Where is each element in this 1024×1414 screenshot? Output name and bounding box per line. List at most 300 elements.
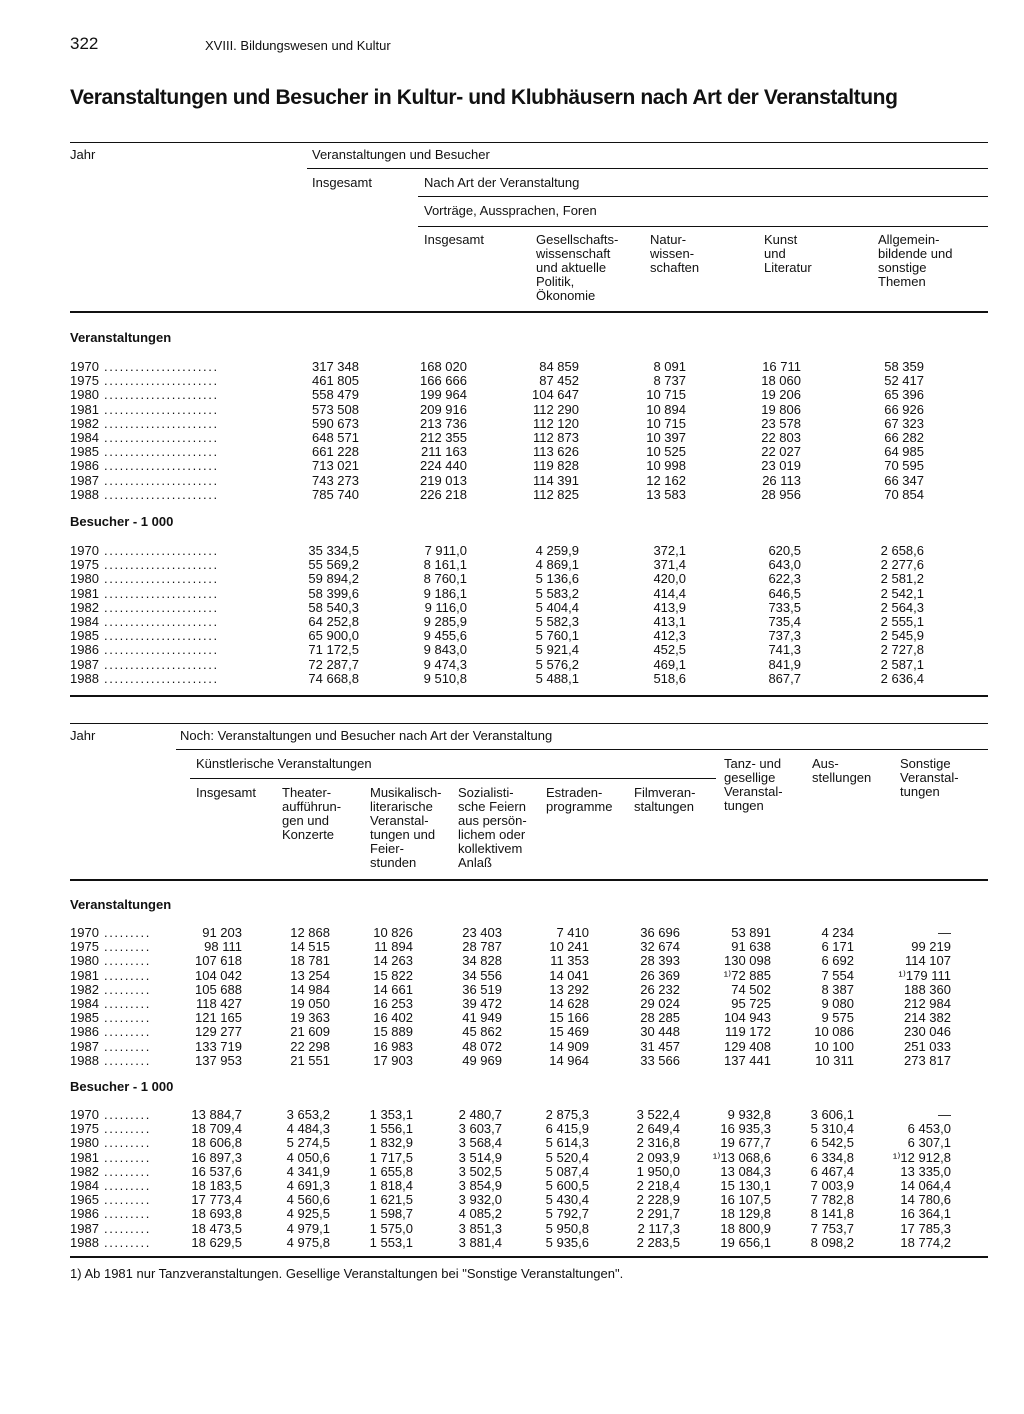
value-cell: 13 884,7: [191, 1107, 242, 1122]
value-cell: 129 408: [724, 1038, 771, 1054]
leader-dots: ......................: [104, 571, 219, 587]
value-cell: 29 024: [640, 996, 680, 1011]
table-row: [0, 1054, 1024, 1068]
table-row: [0, 587, 1024, 601]
value-cell: 6 334,8: [810, 1149, 854, 1165]
value-cell: 661 228: [312, 444, 359, 460]
value-cell: 58 540,3: [308, 599, 359, 615]
value-cell: 28 393: [640, 953, 680, 969]
value-cell: 8 387: [821, 981, 854, 997]
year-cell: 1970: [70, 925, 99, 940]
t1-head-bottom-rule: [70, 311, 988, 313]
value-cell: 737,3: [768, 628, 801, 644]
t1-head-rule: [307, 168, 988, 169]
year-cell: 1975: [70, 373, 99, 389]
table-row: [0, 615, 1024, 629]
value-cell: 112 290: [532, 401, 579, 417]
t1-head-group: Veranstaltungen und Besucher: [312, 147, 490, 162]
t2-head-col-film: Filmveran- staltungen: [634, 785, 696, 814]
value-cell: 5 600,5: [545, 1178, 589, 1193]
year-cell: 1988: [70, 486, 99, 502]
value-cell: 166 666: [420, 373, 467, 389]
value-cell: 3 881,4: [458, 1234, 502, 1250]
value-cell: 5 430,4: [545, 1192, 589, 1208]
value-cell: 643,0: [768, 557, 801, 573]
leader-dots: ......................: [104, 444, 219, 460]
leader-dots: .........: [104, 1135, 151, 1151]
value-cell: 34 828: [462, 953, 502, 969]
leader-dots: ......................: [104, 585, 219, 601]
value-cell: 36 519: [462, 981, 502, 997]
value-cell: 13 292: [549, 981, 589, 997]
t2-head-jahr: Jahr: [70, 728, 96, 743]
value-cell: 18 473,5: [191, 1220, 242, 1236]
t1-head-nach-art: Nach Art der Veranstaltung: [424, 175, 580, 190]
value-cell: 7 911,0: [424, 543, 467, 558]
value-cell: 23 578: [761, 415, 801, 431]
value-cell: 98 111: [204, 939, 242, 955]
value-cell: 2 542,1: [880, 585, 924, 601]
table-row: [0, 1193, 1024, 1207]
value-cell: 573 508: [312, 401, 359, 417]
leader-dots: ......................: [104, 458, 219, 474]
value-cell: 743 273: [312, 472, 359, 488]
value-cell: 16 537,6: [191, 1163, 242, 1179]
table-row: [0, 374, 1024, 388]
t1-bottom-rule: [70, 695, 988, 697]
value-cell: 3 932,0: [458, 1192, 502, 1208]
value-cell: 2 649,4: [636, 1121, 680, 1137]
year-cell: 1987: [70, 1220, 99, 1236]
value-cell: 9 510,8: [423, 670, 467, 686]
t1-head-col-insgesamt: Insgesamt: [424, 232, 484, 247]
year-cell: 1984: [70, 430, 99, 445]
value-cell: 3 854,9: [458, 1178, 502, 1193]
table-row: [0, 643, 1024, 657]
value-cell: 3 606,1: [810, 1107, 854, 1122]
value-cell: 112 873: [532, 430, 579, 445]
value-cell: 5 614,3: [545, 1135, 589, 1151]
value-cell: 9 080: [821, 996, 854, 1011]
table-2-top-rule: [70, 723, 988, 724]
value-cell: 18 774,2: [900, 1234, 951, 1250]
leader-dots: ......................: [104, 614, 219, 629]
value-cell: 3 851,3: [458, 1220, 502, 1236]
leader-dots: .........: [104, 1052, 151, 1068]
leader-dots: ......................: [104, 373, 219, 389]
value-cell: 741,3: [768, 642, 801, 658]
value-cell: 22 803: [761, 430, 801, 445]
value-cell: 119 828: [532, 458, 579, 474]
footnote: 1) Ab 1981 nur Tanzveranstaltungen. Gesellige Veranstaltungen bei "Sonstige Veranstaltungen".: [70, 1266, 624, 1281]
value-cell: 273 817: [904, 1052, 951, 1068]
value-cell: 713 021: [312, 458, 359, 474]
value-cell: 2 093,9: [636, 1149, 680, 1165]
year-cell: 1980: [70, 571, 99, 587]
leader-dots: ......................: [104, 628, 219, 644]
value-cell: 2 875,3: [545, 1107, 589, 1122]
value-cell: 65 900,0: [308, 628, 359, 644]
value-cell: 1 832,9: [369, 1135, 413, 1151]
value-cell: 5 921,4: [535, 642, 579, 658]
value-cell: 10 100: [814, 1038, 854, 1054]
t2-head-col-estraden: Estraden- programme: [546, 785, 613, 814]
value-cell: 4 691,3: [286, 1178, 330, 1193]
value-cell: 841,9: [768, 656, 801, 672]
value-cell: 87 452: [539, 373, 579, 389]
value-cell: 14 064,4: [900, 1178, 951, 1193]
value-cell: 2 564,3: [880, 599, 924, 615]
value-cell: 45 862: [462, 1024, 502, 1040]
table-row: [0, 926, 1024, 940]
value-cell: 7 003,9: [810, 1178, 854, 1193]
page-number: 322: [70, 34, 99, 53]
value-cell: 21 551: [290, 1052, 330, 1068]
year-cell: 1987: [70, 472, 99, 488]
value-cell: 1 553,1: [369, 1234, 413, 1250]
value-cell: 2 283,5: [636, 1234, 680, 1250]
value-cell: 212 355: [420, 430, 467, 445]
value-cell: 91 638: [731, 939, 771, 955]
value-cell: 55 569,2: [308, 557, 359, 573]
table-row: [0, 1165, 1024, 1179]
table-row: [0, 558, 1024, 572]
value-cell: 99 219: [911, 939, 951, 955]
value-cell: 2 316,8: [636, 1135, 680, 1151]
leader-dots: ......................: [104, 387, 219, 403]
value-cell: 35 334,5: [308, 543, 359, 558]
leader-dots: .........: [104, 1121, 151, 1137]
value-cell: 39 472: [462, 996, 502, 1011]
table-1-top-rule: [70, 142, 988, 143]
page-title: Veranstaltungen und Besucher in Kultur- und Klubhäusern nach Art der Veranstaltung: [70, 86, 898, 109]
value-cell: 10 086: [814, 1024, 854, 1040]
table-row: [0, 1011, 1024, 1025]
value-cell: 14 964: [549, 1052, 589, 1068]
year-cell: 1975: [70, 1121, 99, 1137]
value-cell: 71 172,5: [308, 642, 359, 658]
value-cell: 13 335,0: [900, 1163, 951, 1179]
table-row: [0, 601, 1024, 615]
leader-dots: .........: [104, 981, 151, 997]
value-cell: 213 736: [420, 415, 467, 431]
leader-dots: .........: [104, 939, 151, 955]
value-cell: 114 107: [904, 953, 951, 969]
year-cell: 1984: [70, 1178, 99, 1193]
table-row: [0, 1207, 1024, 1221]
value-cell: 26 113: [762, 472, 801, 488]
year-cell: 1981: [70, 585, 99, 601]
value-cell: 18 129,8: [720, 1206, 771, 1222]
table-row: [0, 672, 1024, 686]
table-row: [0, 544, 1024, 558]
value-cell: 5 950,8: [545, 1220, 589, 1236]
value-cell: 4 259,9: [535, 543, 579, 558]
value-cell: 646,5: [768, 585, 801, 601]
table-row: [0, 1222, 1024, 1236]
value-cell: 129 277: [195, 1024, 242, 1040]
value-cell: 14 909: [549, 1038, 589, 1054]
t1-head-col-allgemein: Allgemein- bildende und sonstige Themen: [878, 232, 953, 289]
value-cell: 7 782,8: [810, 1192, 854, 1208]
leader-dots: .........: [104, 1010, 151, 1026]
year-cell: 1985: [70, 444, 99, 460]
value-cell: 5 520,4: [545, 1149, 589, 1165]
table-row: [0, 403, 1024, 417]
table-row: [0, 1151, 1024, 1165]
table-row: [0, 417, 1024, 431]
value-cell: 8 091: [653, 359, 686, 374]
value-cell: 1 575,0: [369, 1220, 413, 1236]
value-cell: 137 441: [724, 1052, 771, 1068]
value-cell: 2 291,7: [636, 1206, 680, 1222]
table-row: [0, 1108, 1024, 1122]
table-row: [0, 997, 1024, 1011]
year-cell: 1985: [70, 628, 99, 644]
leader-dots: ......................: [104, 670, 219, 686]
leader-dots: ......................: [104, 642, 219, 658]
value-cell: 6 467,4: [810, 1163, 854, 1179]
leader-dots: .........: [104, 1234, 151, 1250]
value-cell: 6 692: [821, 953, 854, 969]
t2-head-col-sonstige: Sonstige Veranstal- tungen: [900, 756, 959, 799]
value-cell: 1 818,4: [369, 1178, 413, 1193]
value-cell: 10 715: [646, 387, 686, 403]
year-cell: 1984: [70, 614, 99, 629]
value-cell: 5 087,4: [545, 1163, 589, 1179]
value-cell: 5 136,6: [535, 571, 579, 587]
value-cell: 648 571: [312, 430, 359, 445]
value-cell: 66 926: [884, 401, 924, 417]
leader-dots: .........: [104, 1206, 151, 1222]
value-cell: 67 323: [884, 415, 924, 431]
value-cell: 14 780,6: [900, 1192, 951, 1208]
value-cell: 4 979,1: [286, 1220, 330, 1236]
t2-head-col-theater: Theater- aufführun- gen und Konzerte: [282, 785, 342, 842]
table-row: [0, 360, 1024, 374]
value-cell: 36 696: [640, 925, 680, 940]
t2-head-col-sozial: Sozialisti- sche Feiern aus persön- lichem oder kollektivem Anlaß: [458, 785, 527, 870]
table-row: [0, 1122, 1024, 1136]
value-cell: 19 206: [761, 387, 801, 403]
value-cell: 7 554: [821, 967, 854, 983]
year-cell: 1970: [70, 1107, 99, 1122]
value-cell: 16 253: [373, 996, 413, 1011]
value-cell: 4 484,3: [286, 1121, 330, 1137]
value-cell: 30 448: [640, 1024, 680, 1040]
table-row: [0, 1040, 1024, 1054]
value-cell: 104 647: [532, 387, 579, 403]
value-cell: 413,9: [653, 599, 686, 615]
value-cell: 14 661: [373, 981, 413, 997]
value-cell: 14 263: [373, 953, 413, 969]
value-cell: 2 658,6: [880, 543, 924, 558]
table-row: [0, 445, 1024, 459]
value-cell: 5 583,2: [535, 585, 579, 601]
value-cell: 16 897,3: [191, 1149, 242, 1165]
value-cell: 735,4: [768, 614, 801, 629]
table-row: [0, 488, 1024, 502]
value-cell: 2 480,7: [458, 1107, 502, 1122]
value-cell: 452,5: [653, 642, 686, 658]
value-cell: 17 903: [373, 1052, 413, 1068]
value-cell: 10 998: [646, 458, 686, 474]
leader-dots: .........: [104, 953, 151, 969]
year-cell: 1975: [70, 939, 99, 955]
year-cell: 1970: [70, 359, 99, 374]
value-cell: 19 363: [290, 1010, 330, 1026]
t2-head-kuenstlerisch: Künstlerische Veranstaltungen: [196, 756, 372, 771]
value-cell: 188 360: [904, 981, 951, 997]
t1-section-besucher: Besucher - 1 000: [70, 514, 174, 529]
value-cell: 13 254: [290, 967, 330, 983]
value-cell: 65 396: [884, 387, 924, 403]
year-cell: 1987: [70, 1038, 99, 1054]
value-cell: 107 618: [195, 953, 242, 969]
value-cell: 1 950,0: [636, 1163, 680, 1179]
value-cell: 4 341,9: [286, 1163, 330, 1179]
value-cell: 558 479: [312, 387, 359, 403]
value-cell: 28 285: [640, 1010, 680, 1026]
year-cell: 1985: [70, 1010, 99, 1026]
table-row: [0, 629, 1024, 643]
year-cell: 1988: [70, 670, 99, 686]
value-cell: 14 041: [549, 967, 589, 983]
value-cell: 17 773,4: [191, 1192, 242, 1208]
value-cell: 13 583: [646, 486, 686, 502]
value-cell: 1 353,1: [369, 1107, 413, 1122]
value-cell: 8 161,1: [423, 557, 467, 573]
value-cell: 12 162: [646, 472, 686, 488]
leader-dots: ......................: [104, 415, 219, 431]
value-cell: 1 655,8: [369, 1163, 413, 1179]
value-cell: 1 717,5: [369, 1149, 413, 1165]
value-cell: 14 515: [290, 939, 330, 955]
leader-dots: .........: [104, 925, 151, 940]
value-cell: 52 417: [884, 373, 924, 389]
t1-head-col-natur: Natur- wissen- schaften: [650, 232, 700, 275]
value-cell: 16 711: [762, 359, 801, 374]
value-cell: 137 953: [195, 1052, 242, 1068]
value-cell: 4 234: [821, 925, 854, 940]
value-cell: 785 740: [312, 486, 359, 502]
table-row: [0, 572, 1024, 586]
value-cell: 8 737: [653, 373, 686, 389]
value-cell: 414,4: [653, 585, 686, 601]
value-cell: 412,3: [653, 628, 686, 644]
value-cell: 21 609: [290, 1024, 330, 1040]
value-cell: 1 621,5: [369, 1192, 413, 1208]
value-cell: 15 889: [373, 1024, 413, 1040]
value-cell: 18 709,4: [191, 1121, 242, 1137]
t2-head-col-musik: Musikalisch- literarische Veranstal- tungen und Feier- stunden: [370, 785, 442, 870]
value-cell: 22 298: [290, 1038, 330, 1054]
value-cell: 19 677,7: [720, 1135, 771, 1151]
value-cell: 11 894: [374, 939, 413, 955]
value-cell: 9 932,8: [727, 1107, 771, 1122]
value-cell: 58 359: [884, 359, 924, 374]
year-cell: 1986: [70, 1206, 99, 1222]
value-cell: 2 727,8: [880, 642, 924, 658]
value-cell: 219 013: [420, 472, 467, 488]
year-cell: 1986: [70, 1024, 99, 1040]
value-cell: 91 203: [202, 925, 242, 940]
value-cell: 10 894: [646, 401, 686, 417]
value-cell: 168 020: [420, 359, 467, 374]
leader-dots: .........: [104, 1220, 151, 1236]
value-cell: 33 566: [640, 1052, 680, 1068]
value-cell: 2 555,1: [880, 614, 924, 629]
value-cell: 226 218: [420, 486, 467, 502]
value-cell: 461 805: [312, 373, 359, 389]
value-cell: ¹⁾72 885: [723, 967, 771, 983]
value-cell: 28 956: [761, 486, 801, 502]
t1-head-insgesamt: Insgesamt: [312, 175, 372, 190]
value-cell: 413,1: [653, 614, 686, 629]
value-cell: 2 117,3: [637, 1220, 680, 1236]
value-cell: 4 085,2: [458, 1206, 502, 1222]
leader-dots: .........: [104, 1163, 151, 1179]
table-row: [0, 459, 1024, 473]
year-cell: 1982: [70, 415, 99, 431]
value-cell: 3 603,7: [458, 1121, 502, 1137]
value-cell: 74 668,8: [308, 670, 359, 686]
year-cell: 1980: [70, 953, 99, 969]
value-cell: 3 502,5: [458, 1163, 502, 1179]
value-cell: 17 785,3: [900, 1220, 951, 1236]
table-row: [0, 1025, 1024, 1039]
value-cell: —: [938, 925, 951, 940]
value-cell: 41 949: [462, 1010, 502, 1026]
value-cell: 733,5: [768, 599, 801, 615]
year-cell: 1981: [70, 967, 99, 983]
year-cell: 1988: [70, 1052, 99, 1068]
value-cell: 2 228,9: [636, 1192, 680, 1208]
leader-dots: ......................: [104, 599, 219, 615]
value-cell: 251 033: [904, 1038, 951, 1054]
value-cell: 119 172: [724, 1024, 771, 1040]
table-row: [0, 474, 1024, 488]
value-cell: 12 868: [290, 925, 330, 940]
value-cell: 867,7: [768, 670, 801, 686]
value-cell: 18 693,8: [191, 1206, 242, 1222]
value-cell: —: [938, 1107, 951, 1122]
value-cell: 34 556: [462, 967, 502, 983]
value-cell: 26 232: [640, 981, 680, 997]
year-cell: 1986: [70, 458, 99, 474]
value-cell: 5 760,1: [535, 628, 579, 644]
value-cell: 10 241: [549, 939, 589, 955]
year-cell: 1982: [70, 981, 99, 997]
value-cell: 70 854: [884, 486, 924, 502]
leader-dots: ......................: [104, 656, 219, 672]
t2-head-noch: Noch: Veranstaltungen und Besucher nach Art der Veranstaltung: [180, 728, 553, 743]
t1-head-jahr: Jahr: [70, 147, 96, 162]
leader-dots: .........: [104, 967, 151, 983]
value-cell: 5 310,4: [810, 1121, 854, 1137]
value-cell: 10 311: [815, 1052, 854, 1068]
value-cell: 133 719: [195, 1038, 242, 1054]
value-cell: 16 107,5: [720, 1192, 771, 1208]
value-cell: 4 975,8: [286, 1234, 330, 1250]
value-cell: 95 725: [731, 996, 771, 1011]
t1-head-col-gesellschaft: Gesellschafts- wissenschaft und aktuelle Politik, Ökonomie: [536, 232, 619, 303]
leader-dots: ......................: [104, 472, 219, 488]
value-cell: 58 399,6: [308, 585, 359, 601]
value-cell: 130 098: [724, 953, 771, 969]
year-cell: 1975: [70, 557, 99, 573]
value-cell: 10 397: [646, 430, 686, 445]
